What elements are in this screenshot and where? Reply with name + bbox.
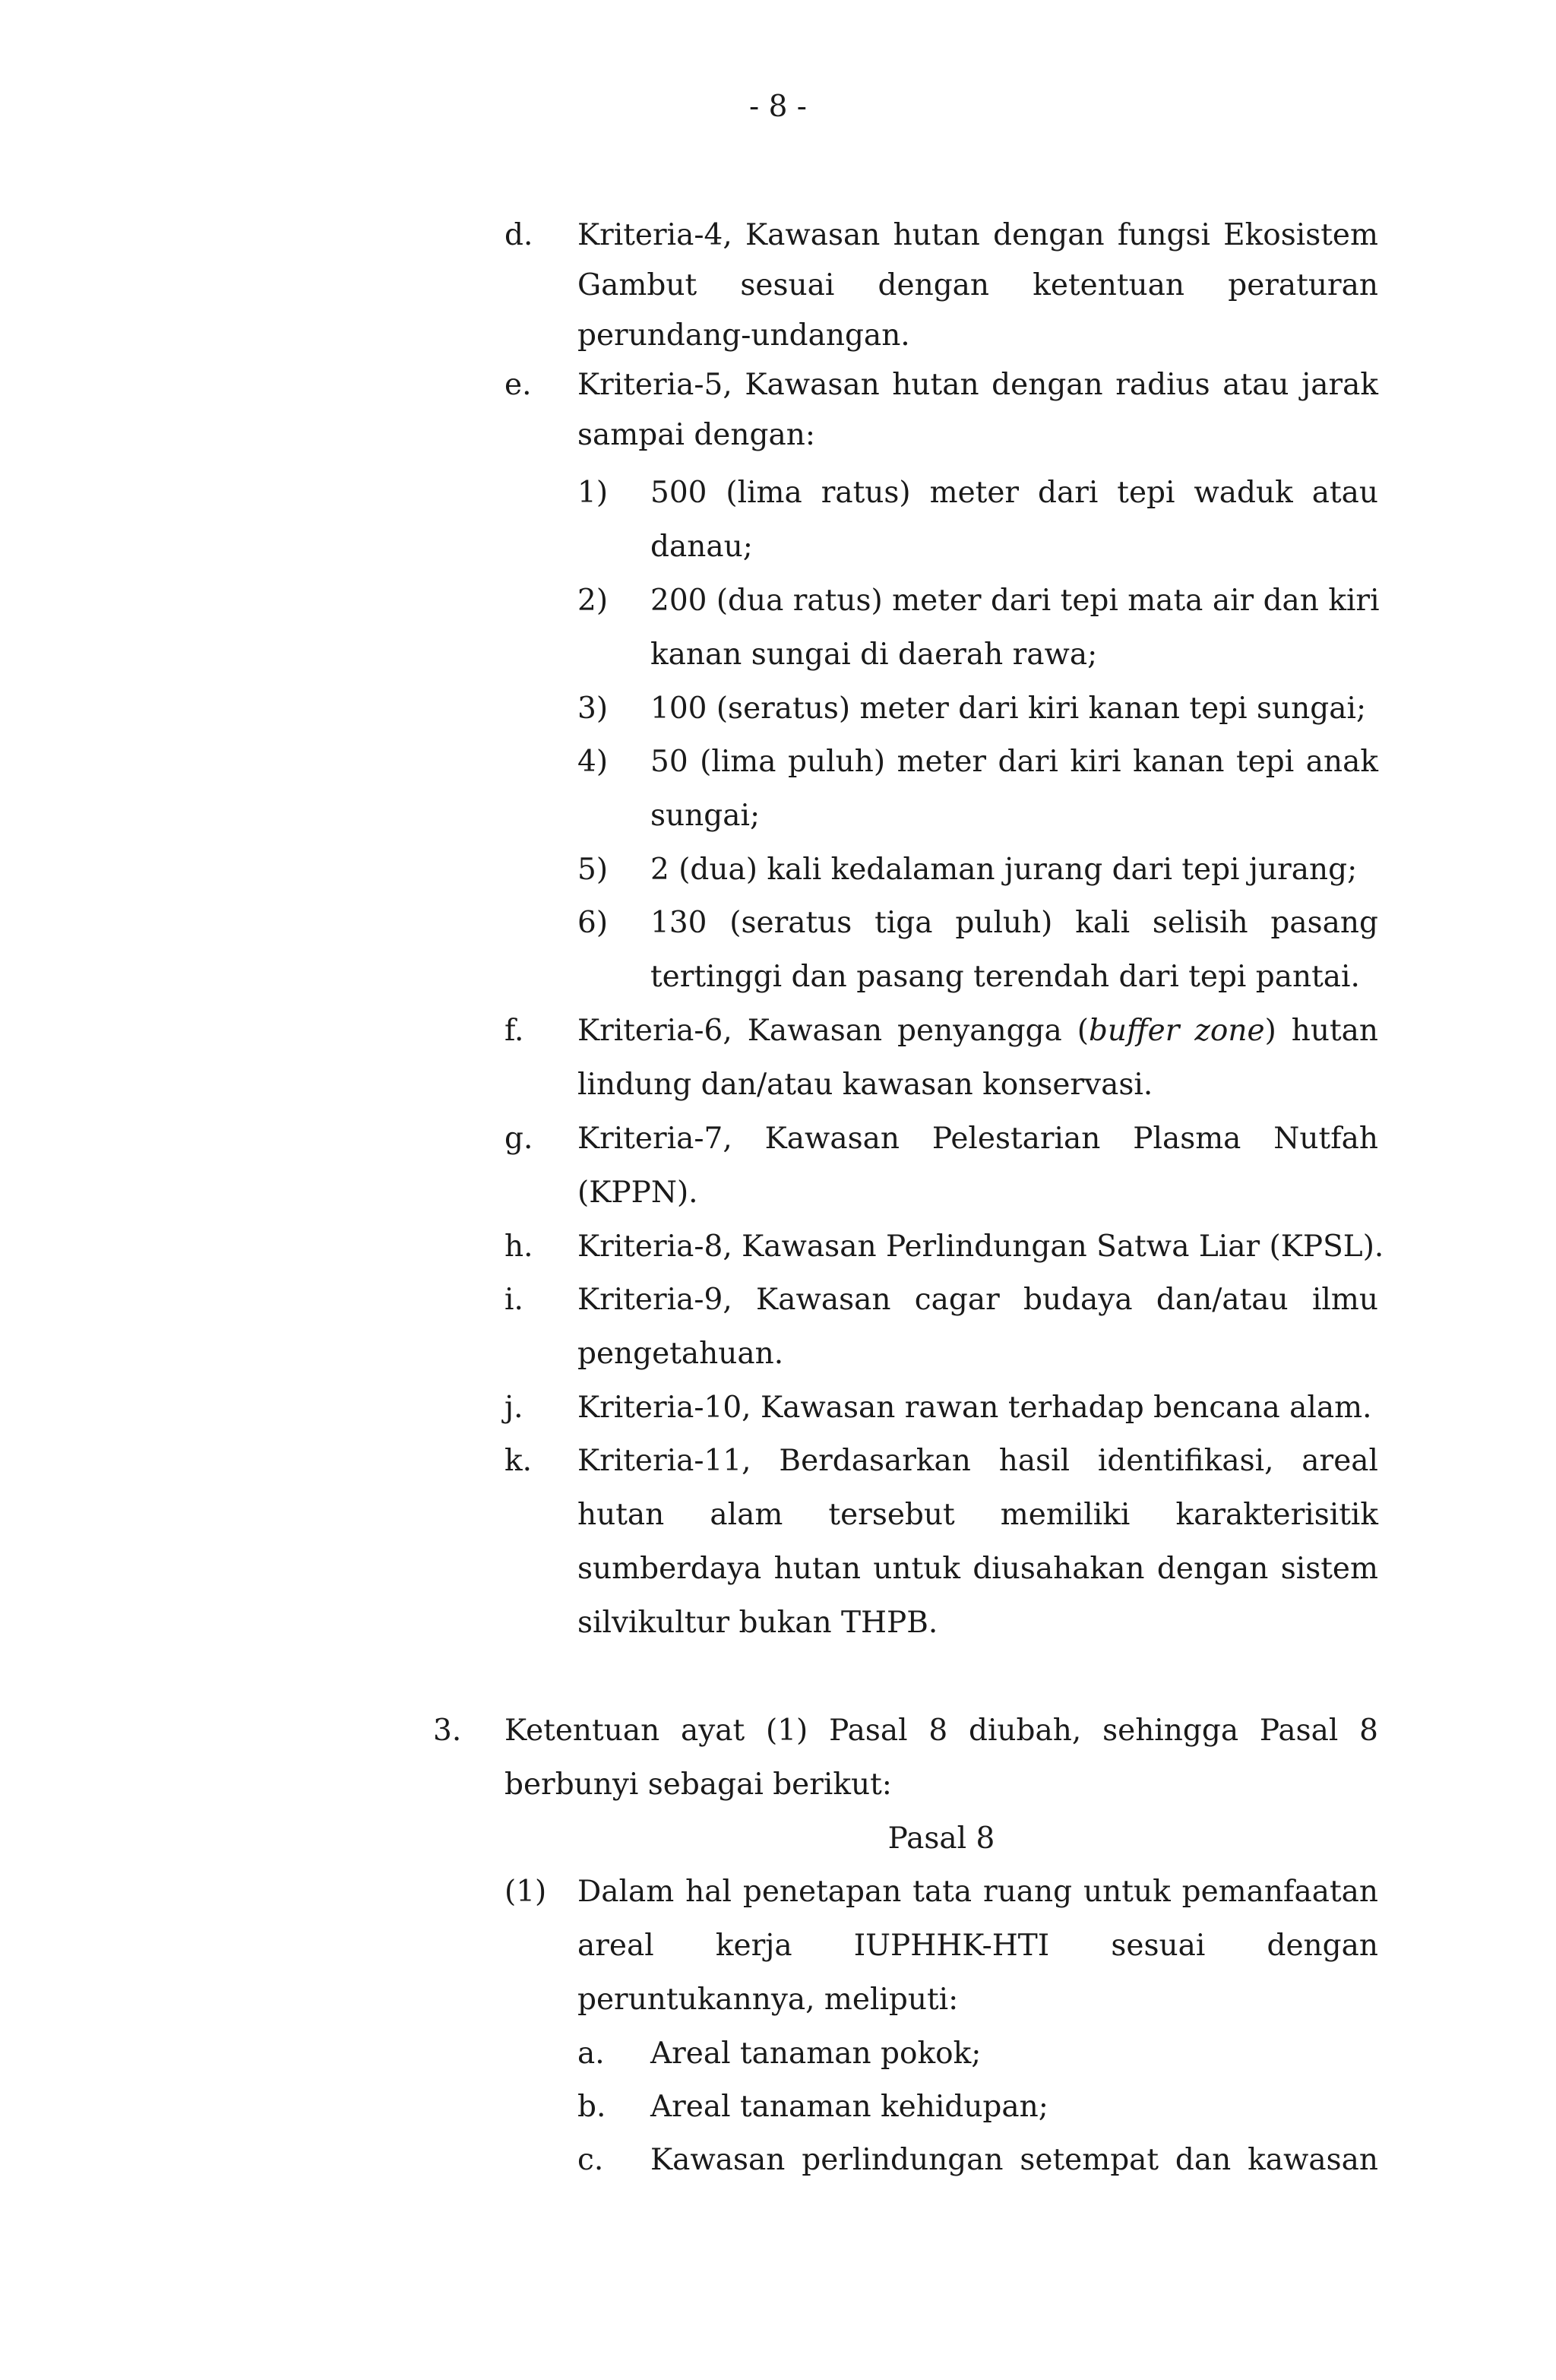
section-text-line: berbunyi sebagai berikut:	[504, 1768, 892, 1802]
sub-text-line: 100 (seratus) meter dari kiri kanan tepi sungai;	[650, 692, 1367, 726]
item-text-line: Kriteria-7, Kawasan Pelestarian Plasma Nutfah	[577, 1122, 1378, 1156]
list-marker: i.	[504, 1283, 523, 1317]
sub-marker: 5)	[577, 853, 609, 887]
sub-text-line: sungai;	[650, 799, 761, 833]
page-number: - 8 -	[749, 90, 807, 124]
list-marker: f.	[504, 1014, 524, 1048]
item-text-line: Kriteria-5, Kawasan hutan dengan radius atau jarak	[577, 368, 1378, 402]
ayat-text-line: peruntukannya, meliputi:	[577, 1983, 959, 2017]
sub-marker: 2)	[577, 584, 609, 618]
sub-marker: 6)	[577, 906, 609, 940]
sub-text-line: 200 (dua ratus) meter dari tepi mata air dan kiri	[650, 584, 1380, 618]
item-text-line: sumberdaya hutan untuk diusahakan dengan sistem	[577, 1552, 1378, 1586]
list-marker: k.	[504, 1444, 533, 1478]
item-text-line: hutan alam tersebut memiliki karakterisitik	[577, 1498, 1378, 1532]
item-text-line: (KPPN).	[577, 1176, 698, 1210]
sub-text-line: kanan sungai di daerah rawa;	[650, 638, 1098, 672]
item-text-line: silvikultur bukan THPB.	[577, 1606, 938, 1640]
list-marker: e.	[504, 368, 532, 402]
ayat-sub-marker: a.	[577, 2037, 605, 2071]
list-marker: j.	[504, 1391, 523, 1425]
list-marker: d.	[504, 218, 533, 252]
section-text-line: Ketentuan ayat (1) Pasal 8 diubah, sehingga Pasal 8	[504, 1714, 1378, 1748]
sub-marker: 4)	[577, 745, 609, 779]
list-marker: h.	[504, 1230, 533, 1264]
sub-marker: 1)	[577, 476, 609, 510]
ayat-sub-text: Areal tanaman pokok;	[650, 2037, 982, 2071]
item-text-line: Kriteria-4, Kawasan hutan dengan fungsi Ekosistem	[577, 218, 1378, 252]
sub-text-line: 500 (lima ratus) meter dari tepi waduk atau	[650, 476, 1378, 510]
item-text-prefix: Kriteria-6, Kawasan penyangga (	[577, 1014, 1089, 1048]
sub-text-line: 50 (lima puluh) meter dari kiri kanan tepi anak	[650, 745, 1378, 779]
ayat-sub-text: Areal tanaman kehidupan;	[650, 2090, 1048, 2124]
item-text-line: Kriteria-11, Berdasarkan hasil identifikasi, areal	[577, 1444, 1378, 1478]
item-text-line: sampai dengan:	[577, 418, 815, 452]
buffer-zone-term: buffer zone	[1088, 1014, 1265, 1048]
section-marker: 3.	[433, 1714, 462, 1748]
list-marker: g.	[504, 1122, 533, 1156]
ayat-sub-text: Kawasan perlindungan setempat dan kawasan	[650, 2143, 1378, 2177]
sub-text-line: danau;	[650, 530, 753, 564]
item-text-line	[577, 1006, 1378, 1060]
sub-text-line: 2 (dua) kali kedalaman jurang dari tepi jurang;	[650, 853, 1358, 887]
item-text-line: Kriteria-9, Kawasan cagar budaya dan/atau ilmu	[577, 1283, 1378, 1317]
sub-text-line: tertinggi dan pasang terendah dari tepi pantai.	[650, 960, 1360, 994]
item-text-line: Kriteria-8, Kawasan Perlindungan Satwa Liar (KPSL).	[577, 1230, 1384, 1264]
ayat-text-line: Dalam hal penetapan tata ruang untuk pemanfaatan	[577, 1875, 1378, 1909]
item-text-line: pengetahuan.	[577, 1337, 784, 1371]
item-text-line: Kriteria-10, Kawasan rawan terhadap bencana alam.	[577, 1391, 1372, 1425]
ayat-sub-marker: c.	[577, 2143, 604, 2177]
item-text-line: perundang-undangan.	[577, 318, 910, 353]
item-text-line: Gambut sesuai dengan ketentuan peraturan	[577, 268, 1378, 302]
sub-text-line: 130 (seratus tiga puluh) kali selisih pasang	[650, 906, 1378, 940]
item-text-line: lindung dan/atau kawasan konservasi.	[577, 1068, 1153, 1102]
ayat-marker: (1)	[504, 1875, 547, 1909]
sub-marker: 3)	[577, 692, 609, 726]
ayat-sub-marker: b.	[577, 2090, 606, 2124]
ayat-text-line: areal kerja IUPHHK-HTI sesuai dengan	[577, 1929, 1378, 1963]
pasal-title: Pasal 8	[887, 1821, 995, 1856]
item-text-suffix: ) hutan	[1264, 1014, 1378, 1048]
